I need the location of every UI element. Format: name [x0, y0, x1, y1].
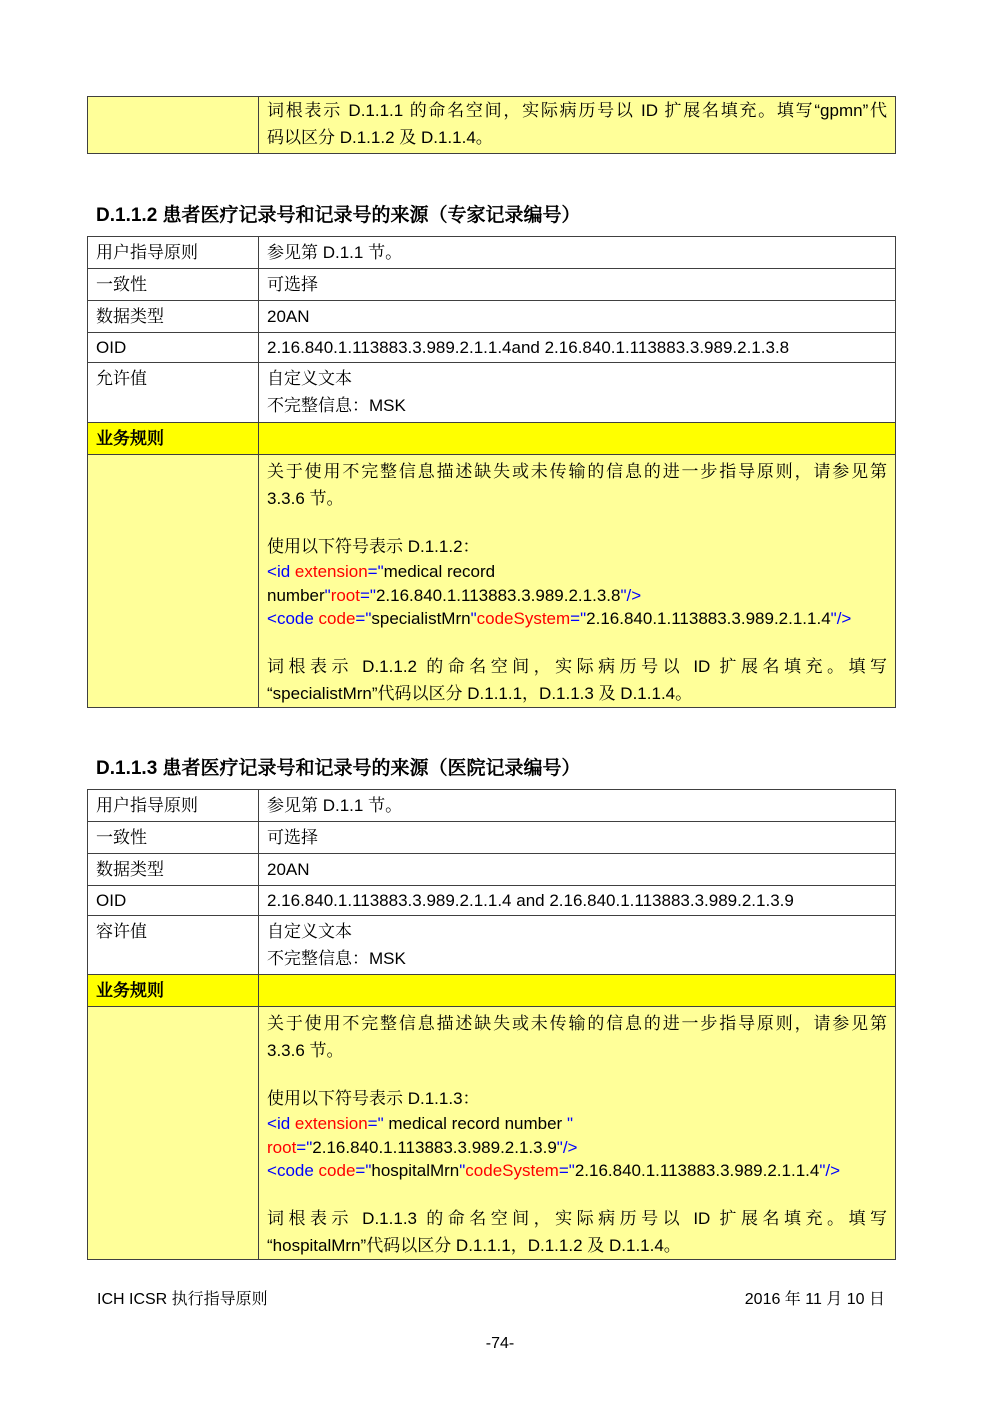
value-line: 不完整信息：MSK [267, 396, 406, 415]
code-token: medical record number [383, 1114, 567, 1133]
code-token: codeSystem [476, 609, 571, 628]
code-line [267, 1136, 887, 1160]
field-row [88, 237, 896, 269]
carryover-line: 词根表示 D.1.1.1 的命名空间，实际病历号以 ID 扩展名填充。填写“gpmn”代 [267, 101, 887, 120]
code-token: =" [558, 1161, 575, 1180]
field-label: 用户指导原则 [88, 237, 259, 268]
code-token: " [459, 1161, 466, 1180]
code-token: "/> [620, 585, 642, 605]
value-line: 2.16.840.1.113883.3.989.2.1.1.4and 2.16.840.1.113883.3.989.2.1.3.8 [267, 338, 790, 357]
code-token: < [267, 562, 277, 581]
rules-gap [267, 1064, 887, 1085]
code-token: code [276, 609, 314, 628]
rules-root-line: 词根表示 D.1.1.3 的命名空间，实际病历号以 ID 扩展名填充。填写 [267, 1208, 887, 1228]
rules-spacer-cell [88, 1007, 259, 1259]
field-label: 数据类型 [88, 301, 259, 332]
rules-root-line: 词根表示 D.1.1.2 的命名空间，实际病历号以 ID 扩展名填充。填写 [267, 656, 887, 676]
page-number: -74- [485, 1335, 515, 1352]
code-token: 2.16.840.1.113883.3.989.2.1.3.8 [375, 585, 621, 605]
value-line: 可选择 [267, 828, 318, 847]
value-line: 参见第 D.1.1 节。 [267, 243, 403, 262]
value-line: 20AN [267, 307, 310, 326]
code-token: < [267, 1114, 277, 1133]
code-token: extension [290, 562, 368, 581]
field-value [259, 269, 896, 300]
business-rules-body [259, 1007, 896, 1259]
rules-notation: 使用以下符号表示 D.1.1.3： [267, 1089, 480, 1108]
rules-notation: 使用以下符号表示 D.1.1.2： [267, 537, 480, 556]
rules-intro-line: 关于使用不完整信息描述缺失或未传输的信息的进一步指导原则，请参见第 [267, 462, 887, 481]
rules-intro-line: 3.3.6 节。 [267, 1041, 344, 1060]
code-token: =" [355, 1161, 372, 1180]
code-token: code [313, 609, 356, 628]
field-label: 一致性 [88, 269, 259, 300]
code-token: code [276, 1161, 314, 1180]
rules-intro-line: 关于使用不完整信息描述缺失或未传输的信息的进一步指导原则，请参见第 [267, 1014, 887, 1033]
field-value [259, 301, 896, 332]
code-line [267, 560, 887, 584]
business-rules-row [88, 1007, 896, 1260]
code-token: "/> [556, 1137, 578, 1157]
field-label: 允许值 [88, 363, 259, 422]
section-heading: D.1.1.2 患者医疗记录号和记录号的来源（专家记录编号） [96, 205, 581, 226]
code-token: " [566, 1114, 573, 1133]
rules-root-line: “specialistMrn”代码以区分 D.1.1.1，D.1.1.3 及 D.1.1.4。 [267, 683, 693, 703]
field-table [87, 789, 896, 1260]
field-row [88, 363, 896, 423]
value-line: 可选择 [267, 275, 318, 294]
code-token: 2.16.840.1.113883.3.989.2.1.1.4 [574, 1161, 820, 1180]
value-line: 不完整信息：MSK [267, 949, 406, 968]
code-token: =" [367, 562, 384, 581]
value-line: 自定义文本 [267, 922, 352, 941]
rules-gap [267, 1183, 887, 1205]
code-line [267, 1112, 887, 1136]
code-token: =" [570, 609, 587, 628]
code-token: "/> [830, 609, 852, 628]
carryover-row [88, 97, 896, 154]
code-token: specialistMrn [371, 609, 471, 628]
code-token: " [324, 585, 331, 605]
field-label: 一致性 [88, 822, 259, 853]
code-token: number [267, 585, 325, 605]
rules-intro-line: 3.3.6 节。 [267, 489, 344, 508]
business-rules-body [259, 455, 896, 707]
carryover-line: 码以区分 D.1.1.2 及 D.1.1.4。 [267, 128, 493, 147]
field-label: OID [88, 886, 259, 915]
field-value [259, 854, 896, 885]
rules-root-line: “hospitalMrn”代码以区分 D.1.1.1，D.1.1.2 及 D.1.1.4。 [267, 1235, 681, 1255]
carryover-text-cell [259, 97, 896, 153]
field-value [259, 363, 896, 422]
code-token: =" [367, 1114, 384, 1133]
code-token: =" [296, 1137, 313, 1157]
code-token: < [267, 1161, 277, 1180]
code-line [267, 584, 887, 608]
code-token: < [267, 609, 277, 628]
field-row [88, 854, 896, 886]
field-label: 容许值 [88, 916, 259, 974]
code-token: extension [290, 1114, 368, 1133]
code-token: id [276, 1114, 291, 1133]
code-token: 2.16.840.1.113883.3.989.2.1.1.4 [586, 609, 831, 628]
code-token: codeSystem [465, 1161, 559, 1180]
code-token: " [470, 609, 477, 628]
field-value [259, 822, 896, 853]
carryover-table [87, 96, 896, 154]
rules-spacer-cell [88, 455, 259, 707]
code-token: "/> [819, 1161, 841, 1180]
code-token: 2.16.840.1.113883.3.989.2.1.3.9 [312, 1137, 557, 1157]
field-row [88, 790, 896, 822]
business-rules-label: 业务规则 [88, 975, 259, 1006]
code-line [267, 1159, 887, 1183]
field-label: 数据类型 [88, 854, 259, 885]
rules-gap [267, 512, 887, 533]
business-rules-row [88, 455, 896, 708]
field-row [88, 333, 896, 363]
footer-doc-title: ICH ICSR 执行指导原则 [97, 1291, 268, 1308]
section-heading: D.1.1.3 患者医疗记录号和记录号的来源（医院记录编号） [96, 758, 581, 779]
code-token: id [276, 562, 291, 581]
code-token: =" [359, 585, 376, 605]
code-line [267, 607, 887, 631]
business-rules-header-cell [259, 975, 896, 1006]
code-token: root [330, 585, 360, 605]
field-value [259, 333, 896, 362]
field-label: OID [88, 333, 259, 362]
field-row [88, 916, 896, 975]
code-token: root [267, 1137, 297, 1157]
value-line: 2.16.840.1.113883.3.989.2.1.1.4 and 2.16.840.1.113883.3.989.2.1.3.9 [267, 891, 794, 910]
code-token: medical record [383, 562, 496, 581]
field-value [259, 916, 896, 974]
business-rules-header [88, 423, 896, 455]
field-row [88, 822, 896, 854]
field-value [259, 886, 896, 915]
field-row [88, 886, 896, 916]
footer-date: 2016 年 11 月 10 日 [744, 1291, 885, 1308]
business-rules-header [88, 975, 896, 1007]
field-label: 用户指导原则 [88, 790, 259, 821]
field-value [259, 237, 896, 268]
value-line: 参见第 D.1.1 节。 [267, 796, 403, 815]
field-row [88, 269, 896, 301]
value-line: 自定义文本 [267, 369, 352, 388]
business-rules-label: 业务规则 [88, 423, 259, 454]
field-row [88, 301, 896, 333]
field-value [259, 790, 896, 821]
value-line: 20AN [267, 860, 310, 879]
code-token: hospitalMrn [371, 1161, 460, 1180]
code-token: =" [355, 609, 372, 628]
rules-gap [267, 631, 887, 653]
carryover-label-cell [88, 97, 259, 153]
business-rules-header-cell [259, 423, 896, 454]
code-token: code [313, 1161, 356, 1180]
field-table [87, 236, 896, 708]
